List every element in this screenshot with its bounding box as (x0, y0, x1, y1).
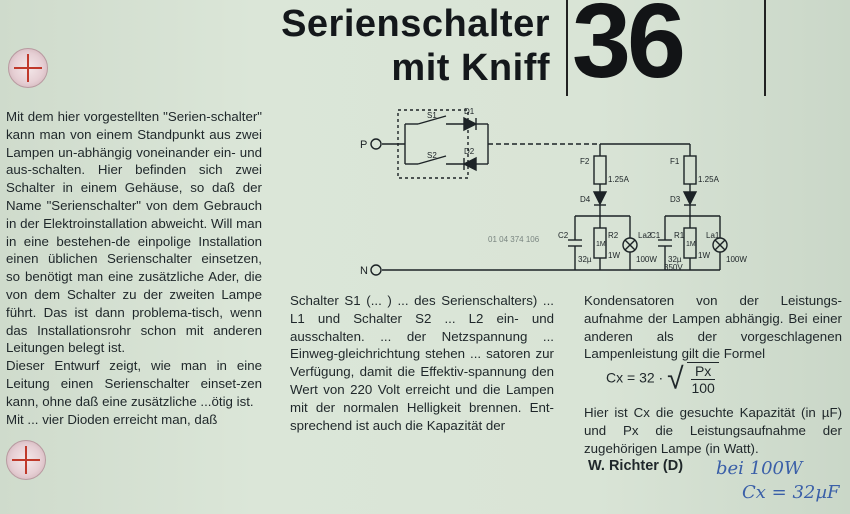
label-f2-rating: 1.25A (608, 175, 629, 184)
article-number: 36 (572, 0, 682, 100)
paragraph: Schalter S1 (... ) ... des Serienschalters) ... L1 und Schalter S2 ... L2 ein- und ausschalten. ... der Netzspannung ... Einweg-gleichrichtung stehen ... satoren zur Verfügung, damit die Effektiv-spannung den Wert von 220 Volt erreicht und die Lampen mit der normalen Helligkeit brennen. Ent-sprechend ist auch die Kapazität der (290, 293, 554, 433)
diode-d4 (594, 192, 606, 204)
label-s1: S1 (427, 111, 437, 120)
label-r2: R2 (608, 231, 619, 240)
label-f1-rating: 1.25A (698, 175, 719, 184)
label-r1-value: 1M (686, 241, 696, 248)
label-d2: D2 (464, 147, 475, 156)
author: W. Richter (D) (588, 458, 684, 474)
label-d1: D1 (464, 107, 475, 116)
label-n: N (360, 265, 368, 277)
label-f2: F2 (580, 157, 590, 166)
handwritten-note-1: bei 100W (716, 458, 803, 479)
paragraph: Dieser Entwurf zeigt, wie man in eine Leitung einen Serienschalter einset-zen kann, ohne daß eine zusätzliche ...ötig ist. (6, 358, 262, 409)
label-c1-voltage: 350V (664, 263, 683, 272)
label-la2: La2 (638, 231, 652, 240)
label-c1-value: 32µ (668, 255, 682, 264)
fuse-f2 (594, 156, 606, 184)
label-s2: S2 (427, 151, 437, 160)
diode-d3 (684, 192, 696, 204)
paragraph: Hier ist Cx die gesuchte Kapazität (in µF) und Px die Leistungsaufnahme der zugehörigen Lampe (in Watt). (584, 405, 842, 456)
label-d4: D4 (580, 195, 591, 204)
neutral-terminal (371, 265, 381, 275)
label-la2-watt: 100W (636, 255, 657, 264)
label-c1: C1 (650, 231, 661, 240)
diode-d2 (464, 158, 476, 170)
label-c2-value: 32µ (578, 255, 592, 264)
title-line-1: Serienschalter (281, 3, 550, 45)
paragraph: Mit ... vier Dioden erreicht man, daß (6, 411, 218, 427)
paragraph: Kondensatoren von der Leistungs-aufnahme der Lampen abhängig. Bei einer anderen als der vorgeschlagenen Lampenleistung gilt die Formel (584, 293, 842, 362)
paragraph: Mit dem hier vorgestellten "Serien-schalter" kann man von einem Standpunkt aus zwei Lampen un-abhängig voneinander ein- und aus-schalten. Hier befinden sich zwei Schalter in einem Gehäuse, so daß der Name "Serienschalter" von dem Gebrauch in der Elektroinstallation abweicht. Will man in eine bestehen-de einpolige Installation einen üblichen Serienschalter einsetzen, so benötigt man eine zusätzliche Ader, die von dem Schalter zu der zweiten Lampe führt. Das ist dann problema-tisch, wenn das Installationsrohr schon mit anderen Leitungen belegt ist. (6, 109, 262, 356)
sqrt-icon: √ (667, 362, 684, 396)
label-r2-power: 1W (608, 251, 620, 260)
formula-numerator: Px (691, 363, 714, 380)
title-line-2: mit Kniff (391, 47, 550, 89)
label-f1: F1 (670, 157, 680, 166)
label-code: 01 04 374 106 (488, 235, 540, 244)
label-c2: C2 (558, 231, 569, 240)
label-la1: La1 (706, 231, 720, 240)
label-d3: D3 (670, 195, 681, 204)
formula-denominator: 100 (691, 380, 715, 396)
label-p: P (360, 139, 368, 151)
label-r1: R1 (674, 231, 685, 240)
label-r1-power: 1W (698, 251, 710, 260)
label-r2-value: 1M (596, 241, 606, 248)
label-la1-watt: 100W (726, 255, 747, 264)
formula-lhs: Cx = 32 · (606, 369, 664, 386)
phase-terminal (371, 139, 381, 149)
fuse-f1 (684, 156, 696, 184)
handwritten-note-2: Cx = 32µF (742, 482, 840, 503)
diode-d1 (464, 118, 476, 130)
